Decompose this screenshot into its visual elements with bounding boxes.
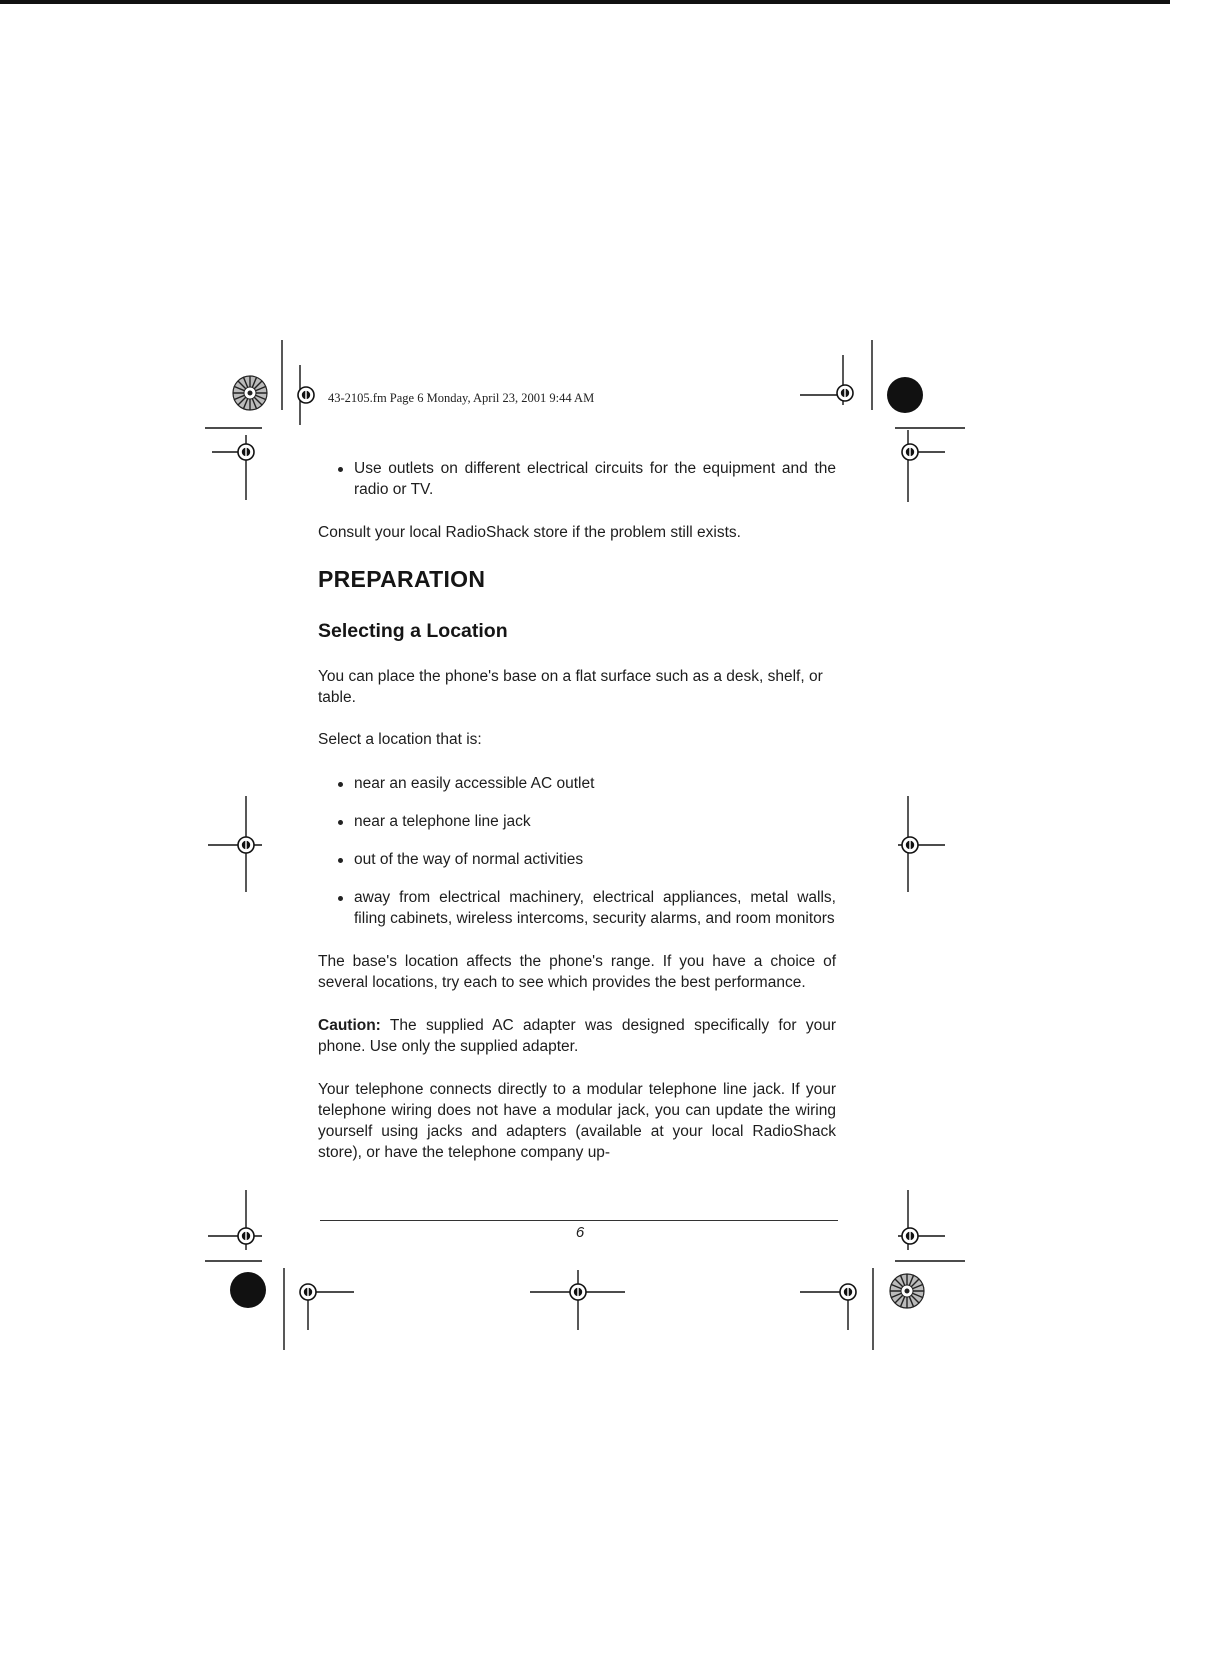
select-intro: Select a location that is: [318, 731, 482, 748]
footer-rule [320, 1220, 838, 1221]
intro-bullet: Use outlets on different electrical circuits for the equipment and the radio or TV. [318, 458, 836, 500]
subsection-title: Selecting a Location [318, 620, 508, 642]
page-content [318, 458, 836, 1163]
page-number: 6 [575, 1224, 585, 1241]
location-bullet: away from electrical machinery, electrical appliances, metal walls, filing cabinets, wireless intercoms, security alarms, and room monitors [318, 887, 836, 929]
caution-text: The supplied AC adapter was designed specifically for your phone. Use only the supplied adapter. [318, 1017, 836, 1055]
location-bullet: near an easily accessible AC outlet [318, 773, 836, 794]
range-paragraph: The base's location affects the phone's range. If you have a choice of several locations, try each to see which provides the best performance. [318, 953, 836, 991]
location-bullet: out of the way of normal activities [318, 849, 836, 870]
base-paragraph: You can place the phone's base on a flat surface such as a desk, shelf, or table. [318, 668, 823, 706]
consult-line: Consult your local RadioShack store if the problem still exists. [318, 524, 741, 541]
caution-label: Caution: [318, 1017, 381, 1034]
caution-paragraph [318, 1015, 836, 1057]
file-slug: 43-2105.fm Page 6 Monday, April 23, 2001 9:44 AM [328, 391, 595, 405]
section-title: PREPARATION [318, 566, 486, 592]
jack-paragraph: Your telephone connects directly to a modular telephone line jack. If your telephone wiring does not have a modular jack, you can update the wiring yourself using jacks and adapters (available at your local RadioShack store), or have the telephone company up- [318, 1081, 836, 1161]
location-bullet: near a telephone line jack [318, 811, 836, 832]
